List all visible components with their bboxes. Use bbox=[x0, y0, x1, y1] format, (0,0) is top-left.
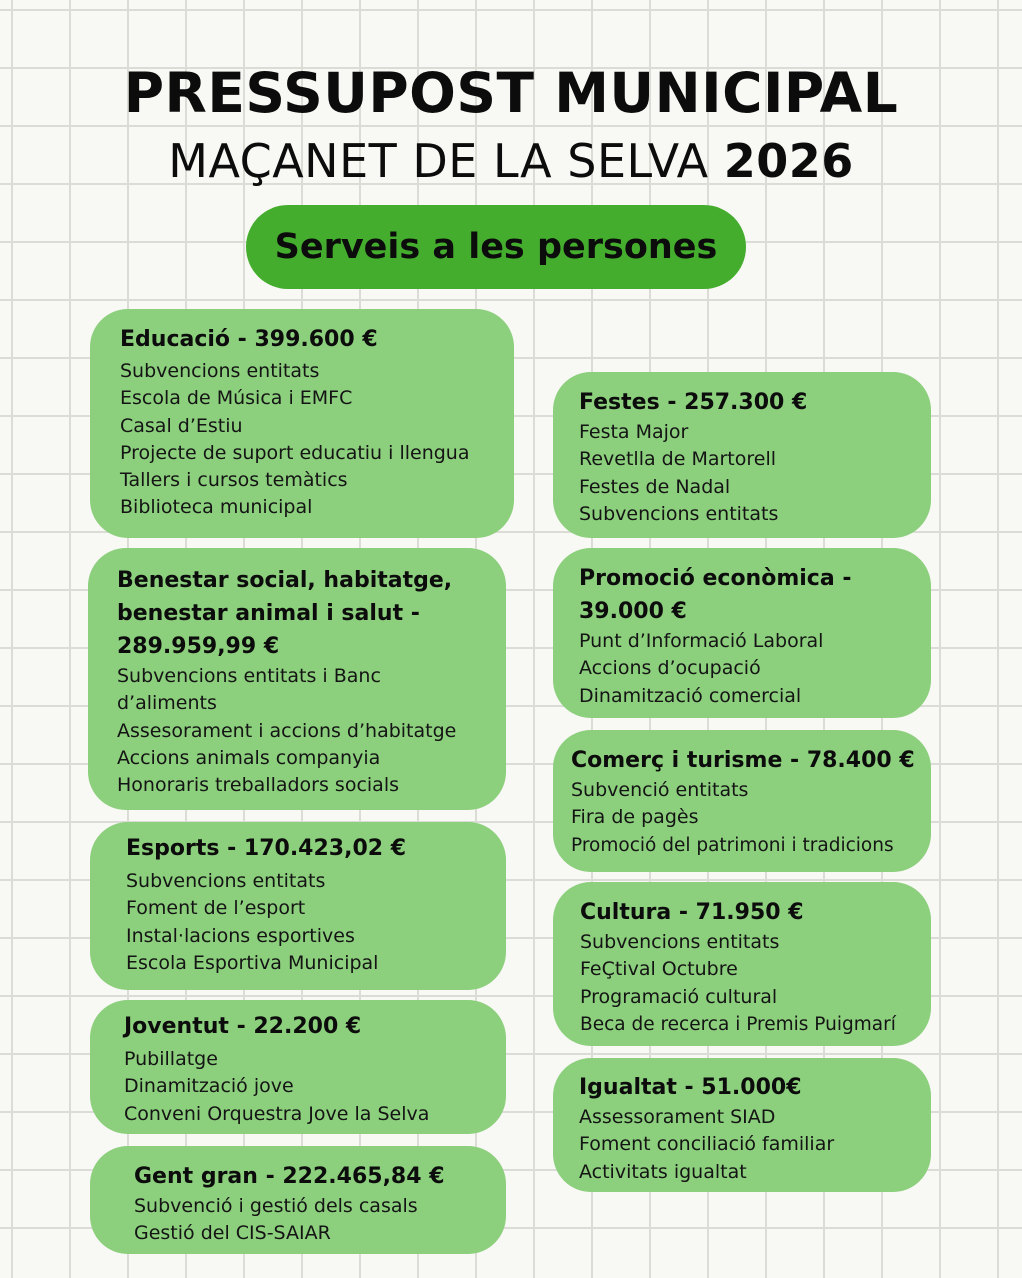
item-list bbox=[117, 663, 486, 799]
list-item: Escola Esportiva Municipal bbox=[126, 951, 379, 974]
card-title: Esports - 170.423,02 € bbox=[126, 836, 407, 861]
section-label: Serveis a les persones bbox=[274, 227, 718, 267]
list-item: Foment conciliació familiar bbox=[579, 1133, 835, 1156]
list-item: Foment de l’esport bbox=[126, 897, 306, 920]
card-igualtat bbox=[553, 1058, 931, 1192]
card-title: Educació - 399.600 € bbox=[120, 327, 378, 352]
list-item: Subvencions entitats bbox=[120, 360, 320, 382]
list-item: Assesorament i accions d’habitatge bbox=[117, 719, 457, 742]
list-item: Accions animals companyia bbox=[117, 746, 381, 769]
item-list bbox=[579, 628, 917, 710]
card-educacio bbox=[90, 309, 514, 538]
card-joventut bbox=[90, 1000, 506, 1134]
list-item: Casal d’Estiu bbox=[120, 414, 243, 437]
card-promocio bbox=[553, 548, 931, 718]
card-title: Promoció econòmica - 39.000 € bbox=[579, 566, 852, 624]
list-item: Subvencions entitats bbox=[580, 931, 780, 953]
list-item: Promoció del patrimoni i tradicions bbox=[571, 834, 894, 856]
list-item: Subvencions entitats bbox=[579, 502, 779, 525]
card-comerc bbox=[553, 730, 931, 872]
card-title: Benestar social, habitatge, benestar animal i salut - 289.959,99 € bbox=[117, 568, 453, 659]
town-name: MAÇANET DE LA SELVA bbox=[168, 134, 709, 188]
list-item: Festes de Nadal bbox=[579, 475, 731, 498]
list-item: Honoraris treballadors socials bbox=[117, 774, 400, 797]
item-list bbox=[126, 868, 486, 977]
item-list bbox=[579, 419, 917, 528]
list-item: Dinamització jove bbox=[124, 1075, 294, 1098]
list-item: Tallers i cursos temàtics bbox=[120, 469, 348, 492]
card-cultura bbox=[553, 882, 931, 1046]
list-item: Assessorament SIAD bbox=[579, 1106, 776, 1128]
card-benestar bbox=[88, 548, 506, 810]
page-title: PRESSUPOST MUNICIPAL bbox=[123, 61, 899, 125]
list-item: Revetlla de Martorell bbox=[579, 448, 777, 471]
list-item: Subvenció entitats bbox=[571, 779, 749, 801]
list-item: Programació cultural bbox=[580, 985, 778, 1008]
section-pill bbox=[246, 205, 746, 289]
card-festes bbox=[553, 372, 931, 538]
list-item: Projecte de suport educatiu i llengua bbox=[120, 441, 470, 464]
card-title: Cultura - 71.950 € bbox=[580, 900, 804, 925]
item-list bbox=[120, 358, 494, 522]
page-subtitle bbox=[0, 132, 1022, 190]
list-item: Punt d’Informació Laboral bbox=[579, 630, 824, 652]
card-title: Gent gran - 222.465,84 € bbox=[134, 1164, 445, 1189]
list-item: Beca de recerca i Premis Puigmarí bbox=[580, 1013, 896, 1035]
budget-year: 2026 bbox=[723, 134, 854, 188]
card-title: Comerç i turisme - 78.400 € bbox=[571, 748, 915, 773]
item-list bbox=[580, 929, 927, 1038]
list-item: Subvenció i gestió dels casals bbox=[134, 1195, 418, 1217]
list-item: Escola de Música i EMFC bbox=[120, 387, 353, 410]
list-item: Instal·lacions esportives bbox=[126, 924, 355, 947]
item-list bbox=[579, 1104, 917, 1186]
list-item: Subvencions entitats i Banc d’aliments bbox=[117, 665, 381, 715]
list-item: Biblioteca municipal bbox=[120, 496, 313, 519]
list-item: Subvencions entitats bbox=[126, 870, 326, 892]
list-item: Pubillatge bbox=[124, 1048, 218, 1070]
card-title: Joventut - 22.200 € bbox=[124, 1014, 362, 1039]
list-item: Fira de pagès bbox=[571, 806, 699, 829]
card-gent-gran bbox=[90, 1146, 506, 1254]
list-item: FeÇtival Octubre bbox=[580, 958, 738, 981]
card-title: Festes - 257.300 € bbox=[579, 390, 808, 415]
card-esports bbox=[90, 822, 506, 990]
list-item: Gestió del CIS-SAIAR bbox=[134, 1222, 331, 1245]
item-list bbox=[134, 1193, 486, 1248]
list-item: Activitats igualtat bbox=[579, 1160, 747, 1183]
card-title: Igualtat - 51.000€ bbox=[579, 1075, 802, 1100]
list-item: Festa Major bbox=[579, 421, 689, 443]
list-item: Accions d’ocupació bbox=[579, 657, 761, 680]
list-item: Dinamització comercial bbox=[579, 684, 802, 707]
list-item: Conveni Orquestra Jove la Selva bbox=[124, 1102, 430, 1125]
item-list bbox=[571, 777, 925, 859]
item-list bbox=[124, 1046, 486, 1128]
